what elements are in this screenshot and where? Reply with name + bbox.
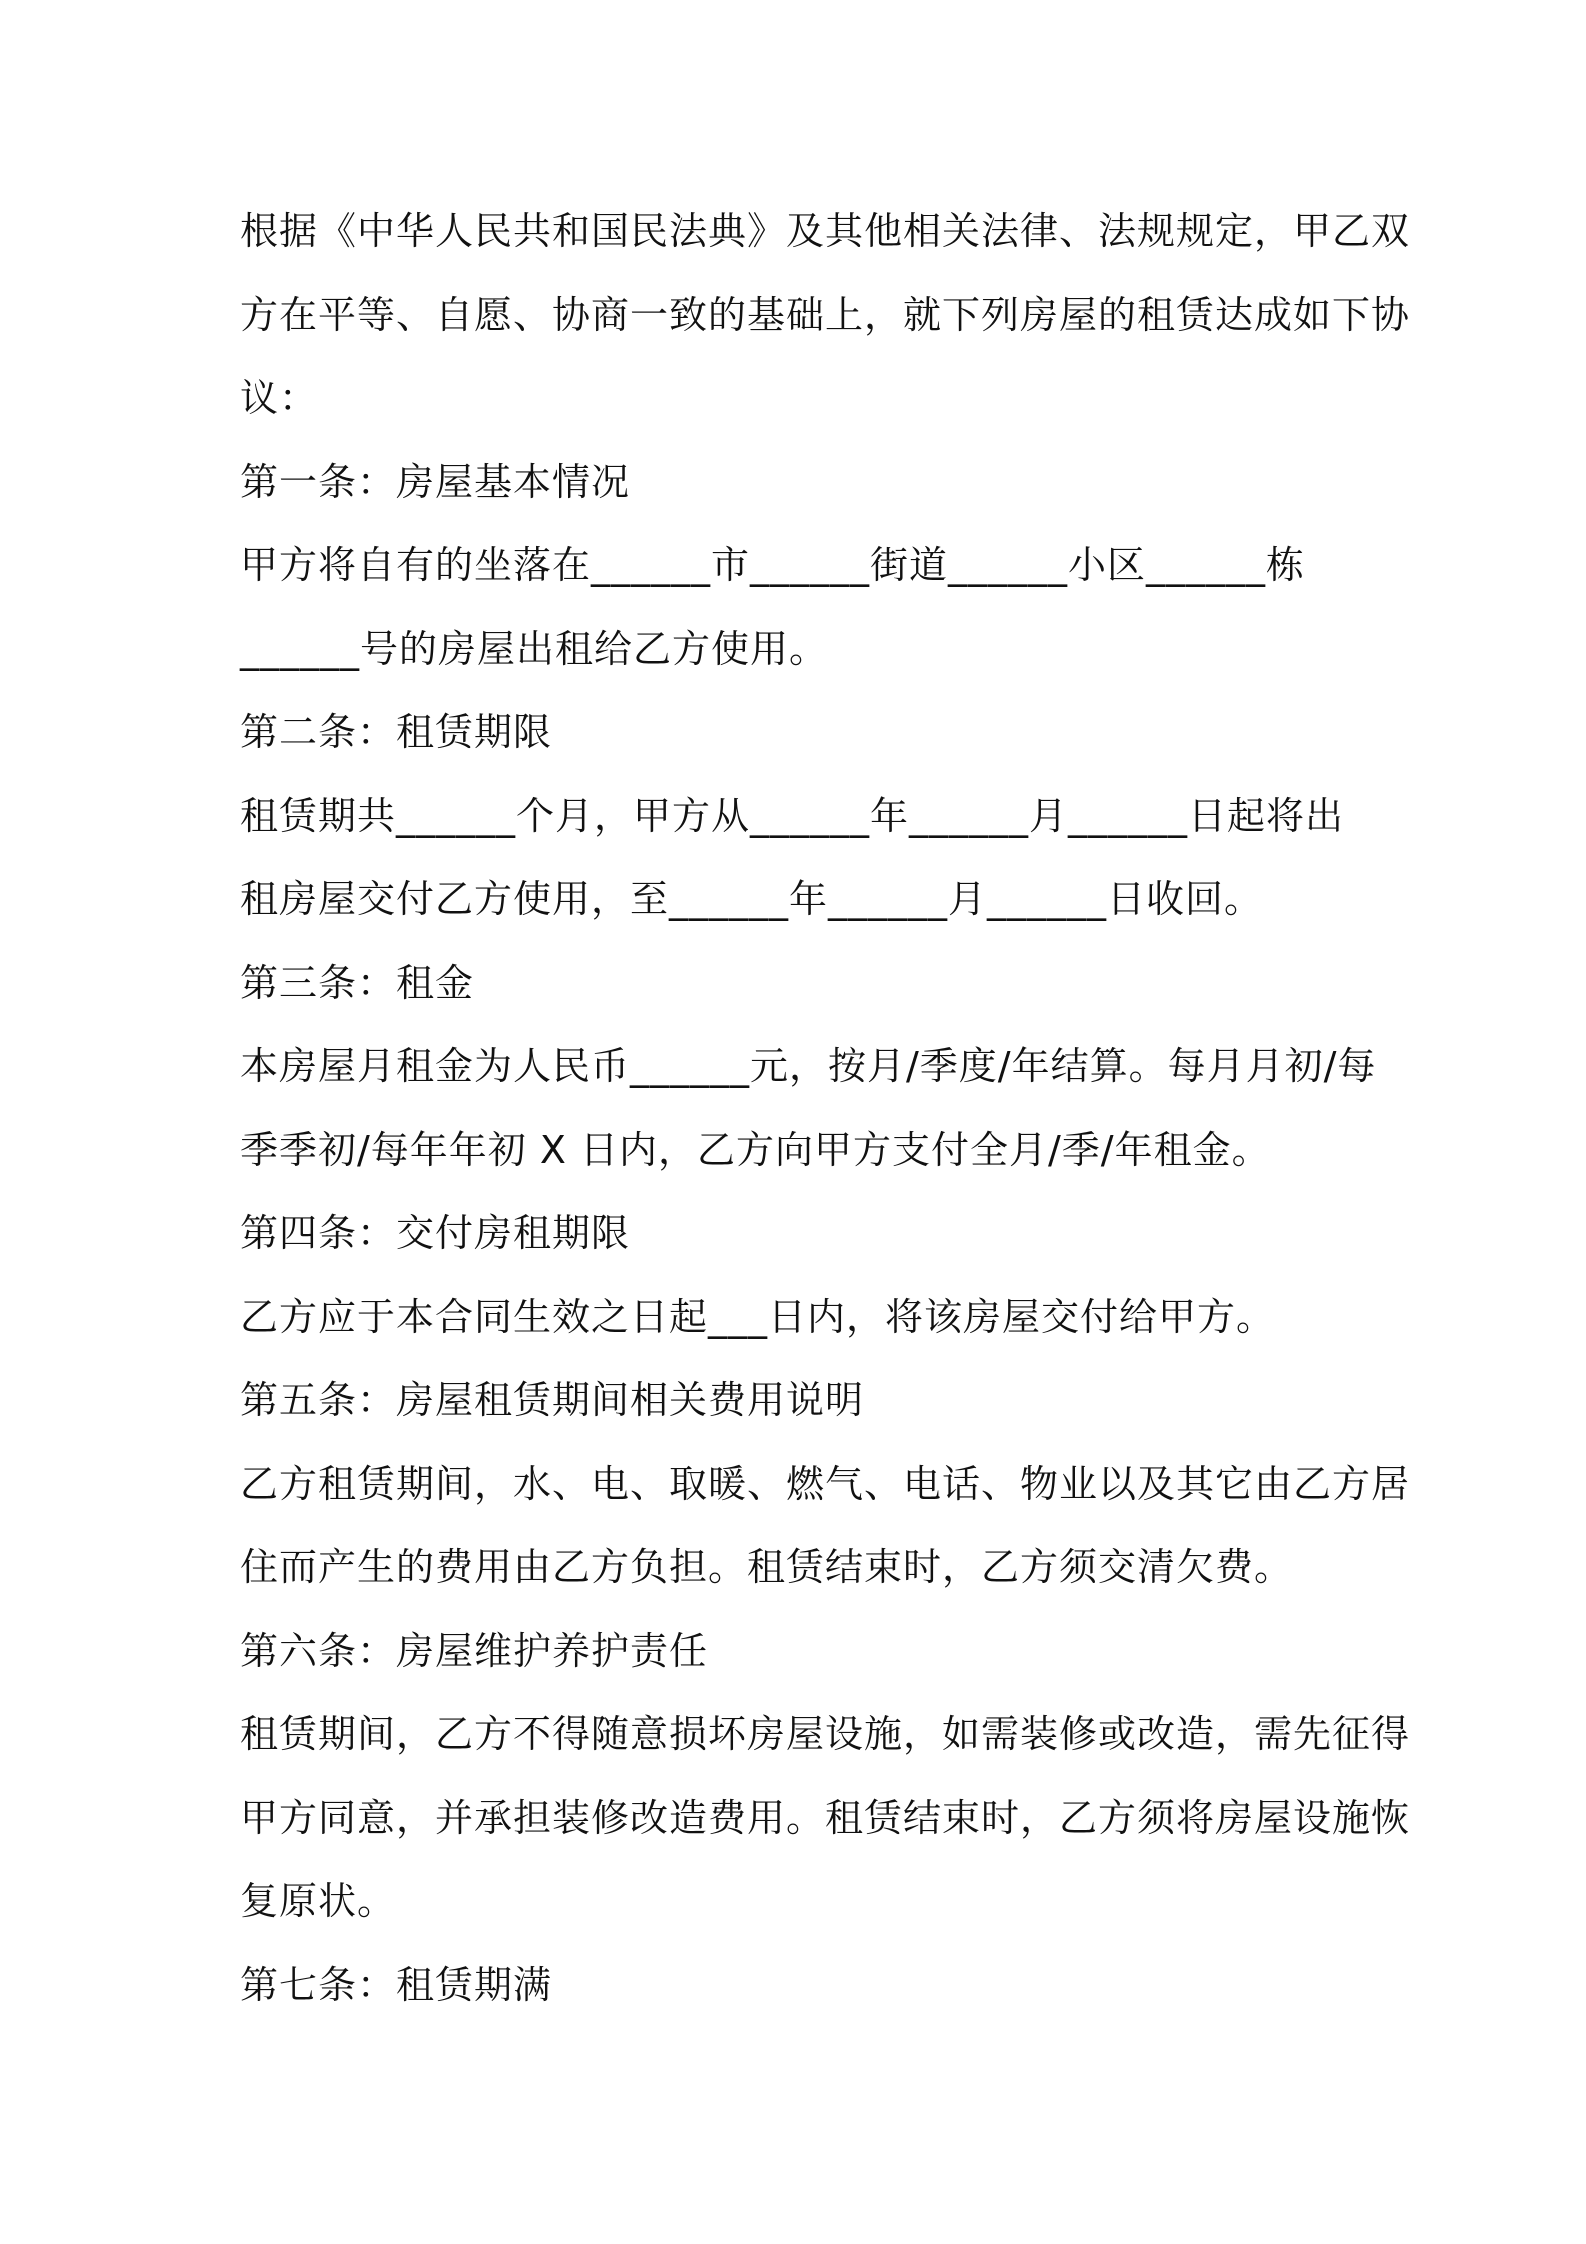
article-6-line-3: 复原状。 (240, 1879, 397, 1923)
article-4-line-1: 乙方应于本合同生效之日起___日内，将该房屋交付给甲方。 (240, 1294, 1276, 1339)
article-3-line-1: 本房屋月租金为人民币______元，按月/季度/年结算。每月月初/每 (240, 1044, 1377, 1088)
article-6-line-2: 甲方同意，并承担装修改造费用。租赁结束时，乙方须将房屋设施恢 (240, 1795, 1411, 1840)
article-1-line-2: ______号的房屋出租给乙方使用。 (240, 626, 829, 671)
intro-line-2: 方在平等、自愿、协商一致的基础上，就下列房屋的租赁达成如下协 (240, 292, 1411, 337)
intro-line-3: 议： (240, 376, 319, 420)
article-6-heading: 第六条：房屋维护养护责任 (240, 1628, 709, 1673)
article-3-heading: 第三条：租金 (240, 960, 475, 1005)
article-2-line-1: 租赁期共______个月，甲方从______年______月______日起将出 (240, 793, 1345, 838)
article-3-line-2: 季季初/每年年初 X 日内，乙方向甲方支付全月/季/年租金。 (240, 1127, 1271, 1172)
article-6-line-1: 租赁期间，乙方不得随意损坏房屋设施，如需装修或改造，需先征得 (240, 1712, 1411, 1756)
article-5-line-1: 乙方租赁期间，水、电、取暖、燃气、电话、物业以及其它由乙方居 (240, 1461, 1411, 1506)
article-7-heading: 第七条：租赁期满 (240, 1962, 553, 2007)
intro-line-1: 根据《中华人民共和国民法典》及其他相关法律、法规规定，甲乙双 (240, 209, 1411, 253)
article-2-line-2: 租房屋交付乙方使用，至______年______月______日收回。 (240, 877, 1264, 921)
contract-body (240, 190, 1411, 2027)
article-1-heading: 第一条：房屋基本情况 (240, 459, 631, 504)
article-2-heading: 第二条：租赁期限 (240, 710, 553, 754)
article-5-heading: 第五条：房屋租赁期间相关费用说明 (240, 1378, 865, 1422)
article-4-heading: 第四条：交付房租期限 (240, 1211, 631, 1255)
article-5-line-2: 住而产生的费用由乙方负担。租赁结束时，乙方须交清欠费。 (240, 1545, 1294, 1589)
article-1-line-1: 甲方将自有的坐落在______市______街道______小区______栋 (240, 543, 1306, 587)
